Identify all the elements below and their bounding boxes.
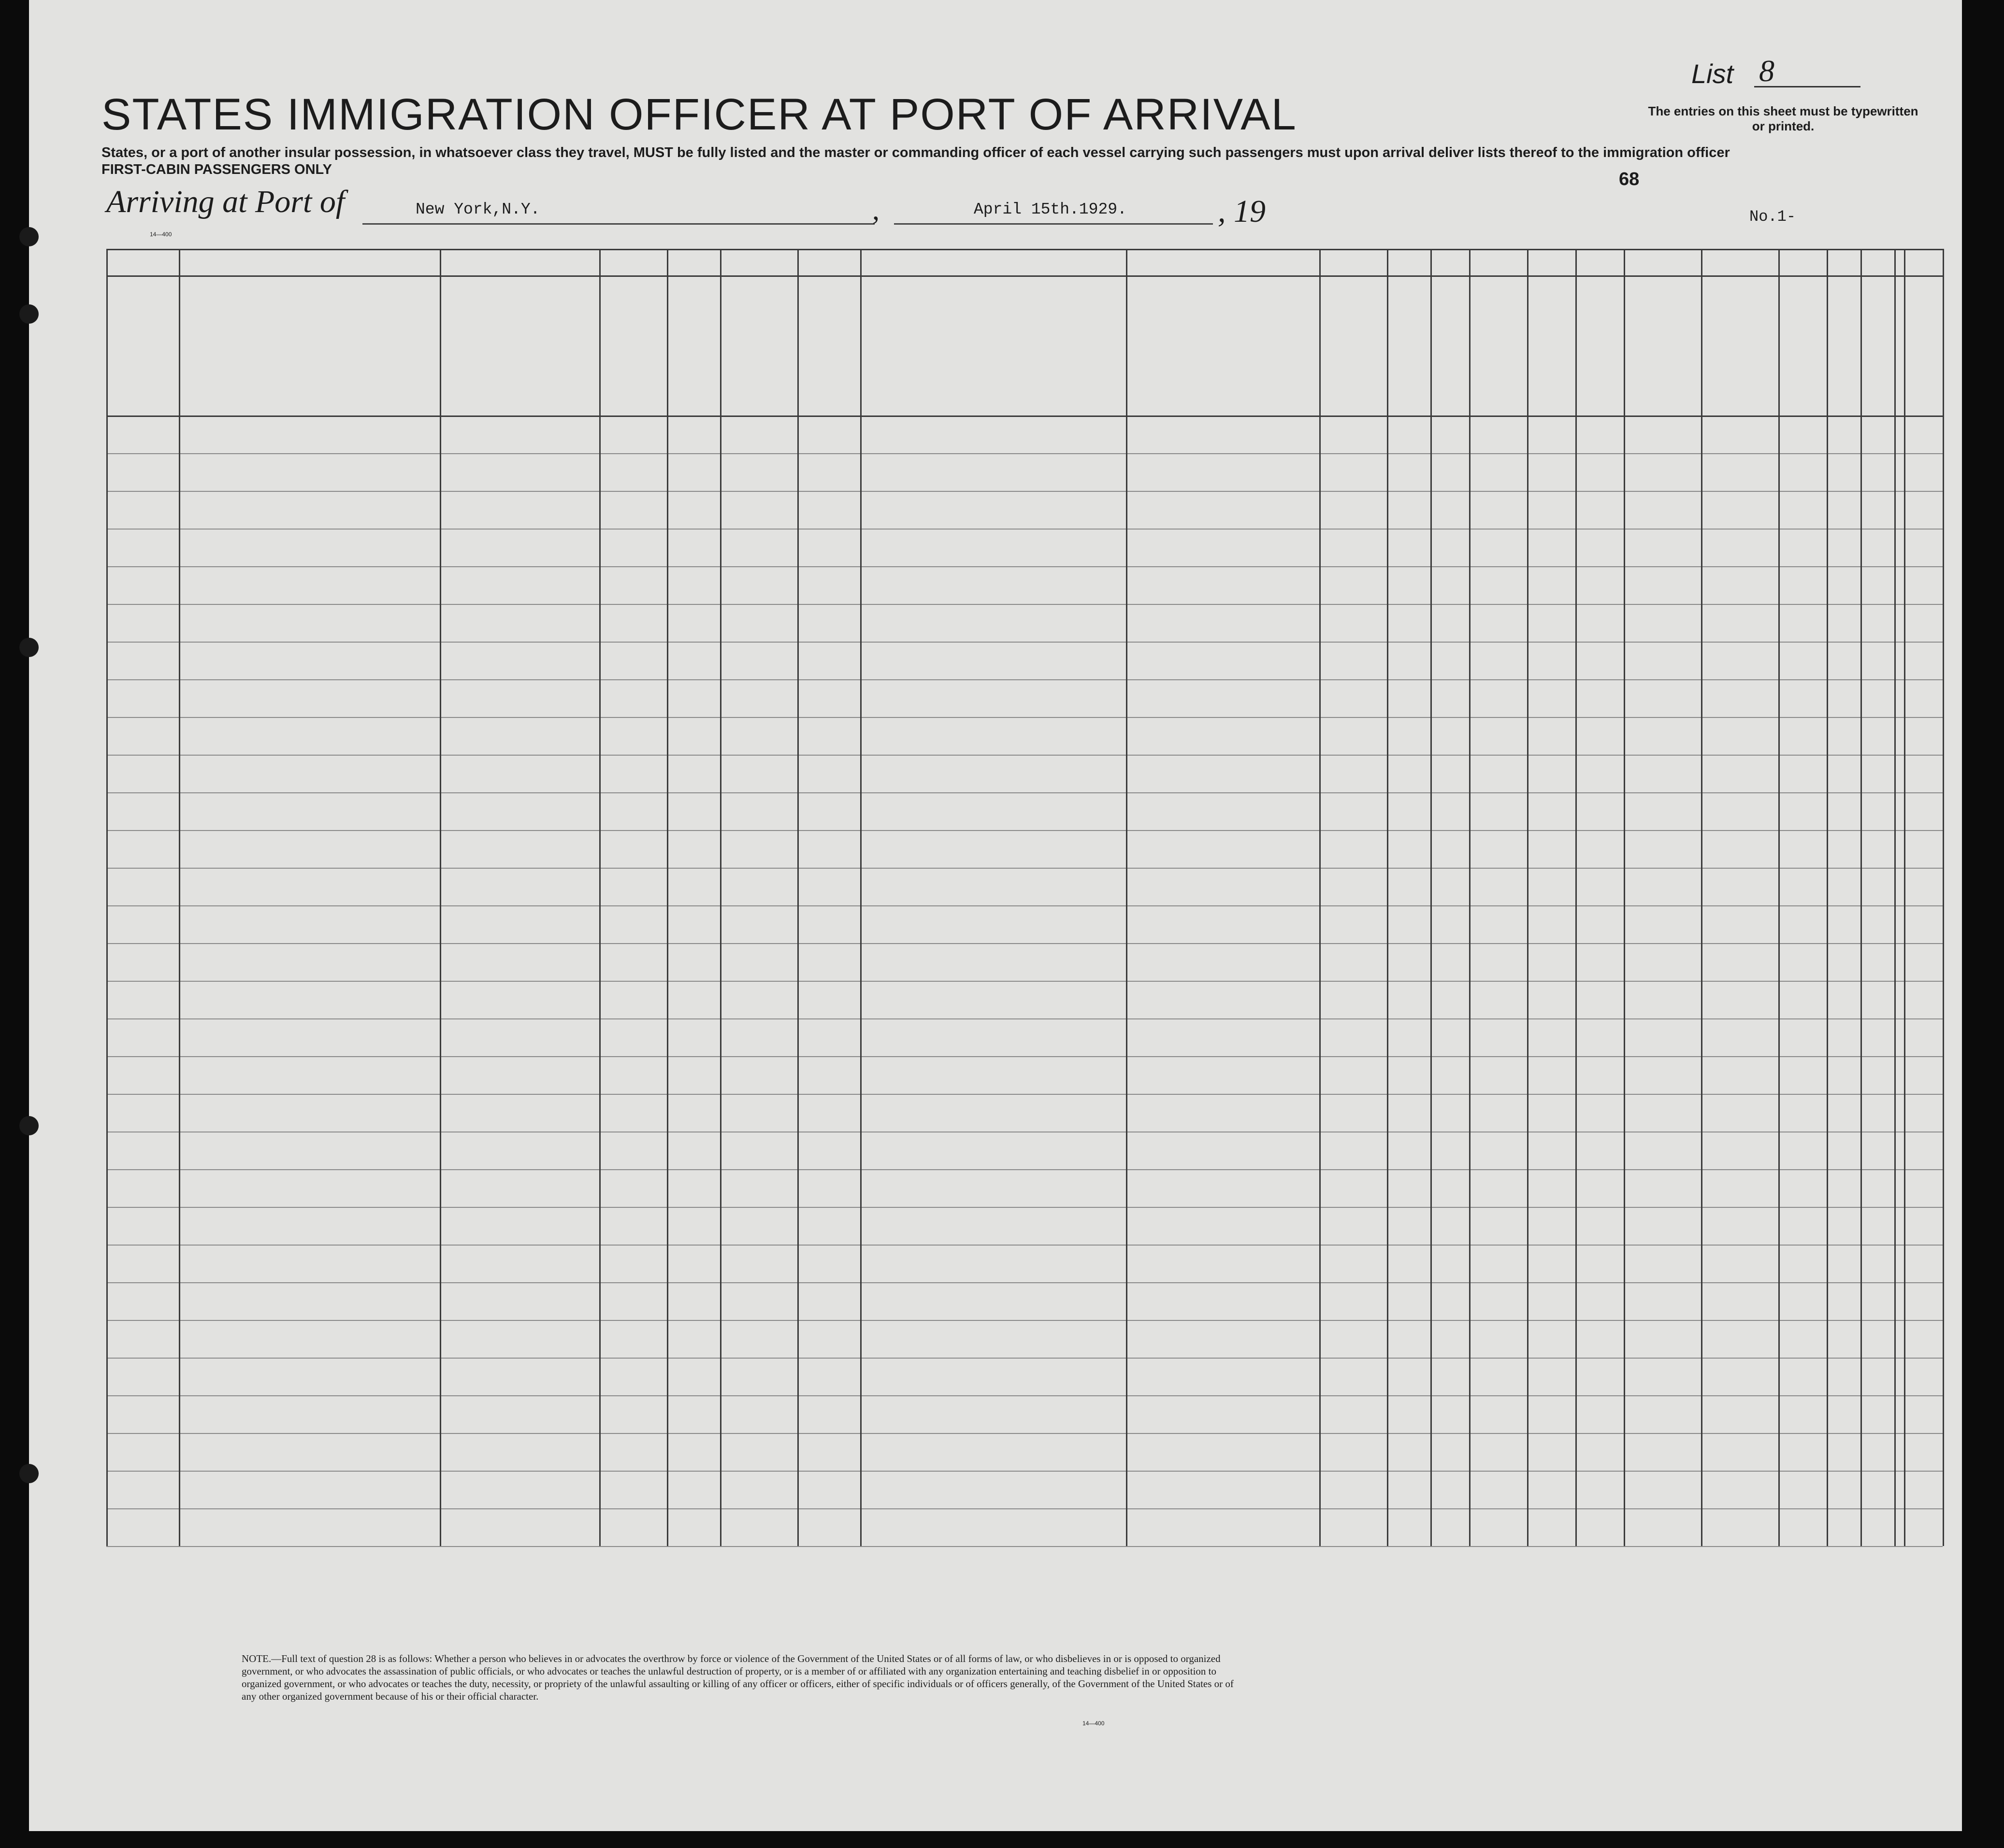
row-rule [106,755,1943,756]
page-code: 68 [1619,169,1640,189]
column-rule [1827,249,1828,1546]
row-rule [106,1169,1943,1170]
column-rule [797,249,799,1546]
row-rule [106,1471,1943,1472]
row-rule [106,1245,1943,1246]
row-rule [106,1094,1943,1095]
binder-hole [19,638,39,657]
column-rule [1778,249,1780,1546]
column-rule [1904,249,1905,1546]
first-cabin-note: FIRST-CABIN PASSENGERS ONLY [101,162,332,177]
row-rule [106,679,1943,680]
binder-hole [19,304,39,324]
row-rule [106,717,1943,718]
list-underline [1754,86,1860,87]
row-rule [106,1395,1943,1396]
column-rule [1701,249,1702,1546]
column-rule [1527,249,1528,1546]
row-rule [106,1056,1943,1057]
row-rule [106,566,1943,567]
arriving-label: Arriving at Port of [106,184,345,219]
row-rule [106,1433,1943,1434]
date-underline [894,223,1213,225]
column-rule [1860,249,1862,1546]
row-rule [106,1508,1943,1509]
port-underline [362,223,875,225]
footnote: NOTE.—Full text of question 28 is as follows: Whether a person who believes in or advocates the overthrow by force or violence of the Government of the United States or of all forms of law, or who disbelieves in or is opposed to organized government, or who advocates the assassination of public officials, or who advocates or teaches the unlawful destruction of property, or is a member of or affiliated with any organization entertaining and teaching disbelief in or opposition to organized government, or who advocates or teaches the duty, necessity, or propriety of the unlawful assaulting or killing of any officer or officers, either of specific individuals or of officers generally, of the Government of the United States or of any other organized government because of his or their official character. [242,1653,1234,1702]
column-rule [1387,249,1388,1546]
row-rule [106,1320,1943,1321]
column-number-rule [106,275,1943,277]
column-rule [1943,249,1944,1546]
column-rule [667,249,668,1546]
row-rule [106,453,1943,454]
list-label: List [1691,58,1734,89]
column-rule [440,249,441,1546]
column-rule [599,249,601,1546]
row-rule [106,1018,1943,1019]
year-prefix: , 19 [1218,194,1266,229]
binder-hole [19,1464,39,1483]
separator-comma: , [872,194,879,226]
row-rule [106,792,1943,793]
row-rule [106,981,1943,982]
header-note: States, or a port of another insular possession, in whatsoever class they travel, MUST be fully listed and the master or commanding officer of each vessel carrying such passengers must upon arrival deliver lists thereof to the immigration officer [101,145,1730,160]
column-rule [1624,249,1625,1546]
row-rule [106,604,1943,605]
row-rule [106,529,1943,530]
column-rule [720,249,721,1546]
column-rule [1894,249,1896,1546]
table-top-rule [106,249,1943,250]
manifest-page [29,0,1962,1831]
footer-code: 14—400 [1082,1720,1105,1727]
row-rule [106,1207,1943,1208]
column-rule [1319,249,1321,1546]
port-value: New York,N.Y. [416,201,540,218]
column-rule [1430,249,1432,1546]
row-rule [106,642,1943,643]
sheet-number: No.1- [1749,208,1796,226]
page-title: STATES IMMIGRATION OFFICER AT PORT OF ARRIVAL [101,90,1297,139]
row-rule [106,830,1943,831]
row-rule [106,1282,1943,1283]
form-code: 14—400 [150,231,172,238]
column-rule [106,249,108,1546]
header-bottom-rule [106,415,1943,417]
row-rule [106,1358,1943,1359]
binder-hole [19,1116,39,1135]
row-rule [106,905,1943,906]
column-rule [1575,249,1577,1546]
column-rule [179,249,180,1546]
row-rule [106,491,1943,492]
row-rule [106,1546,1943,1547]
row-rule [106,943,1943,944]
typewritten-note: The entries on this sheet must be typewritten or printed. [1648,104,1918,133]
binder-hole [19,227,39,246]
date-value: April 15th.1929. [974,201,1127,218]
list-number: 8 [1759,54,1774,88]
column-rule [1126,249,1127,1546]
column-rule [860,249,862,1546]
column-rule [1469,249,1471,1546]
row-rule [106,868,1943,869]
